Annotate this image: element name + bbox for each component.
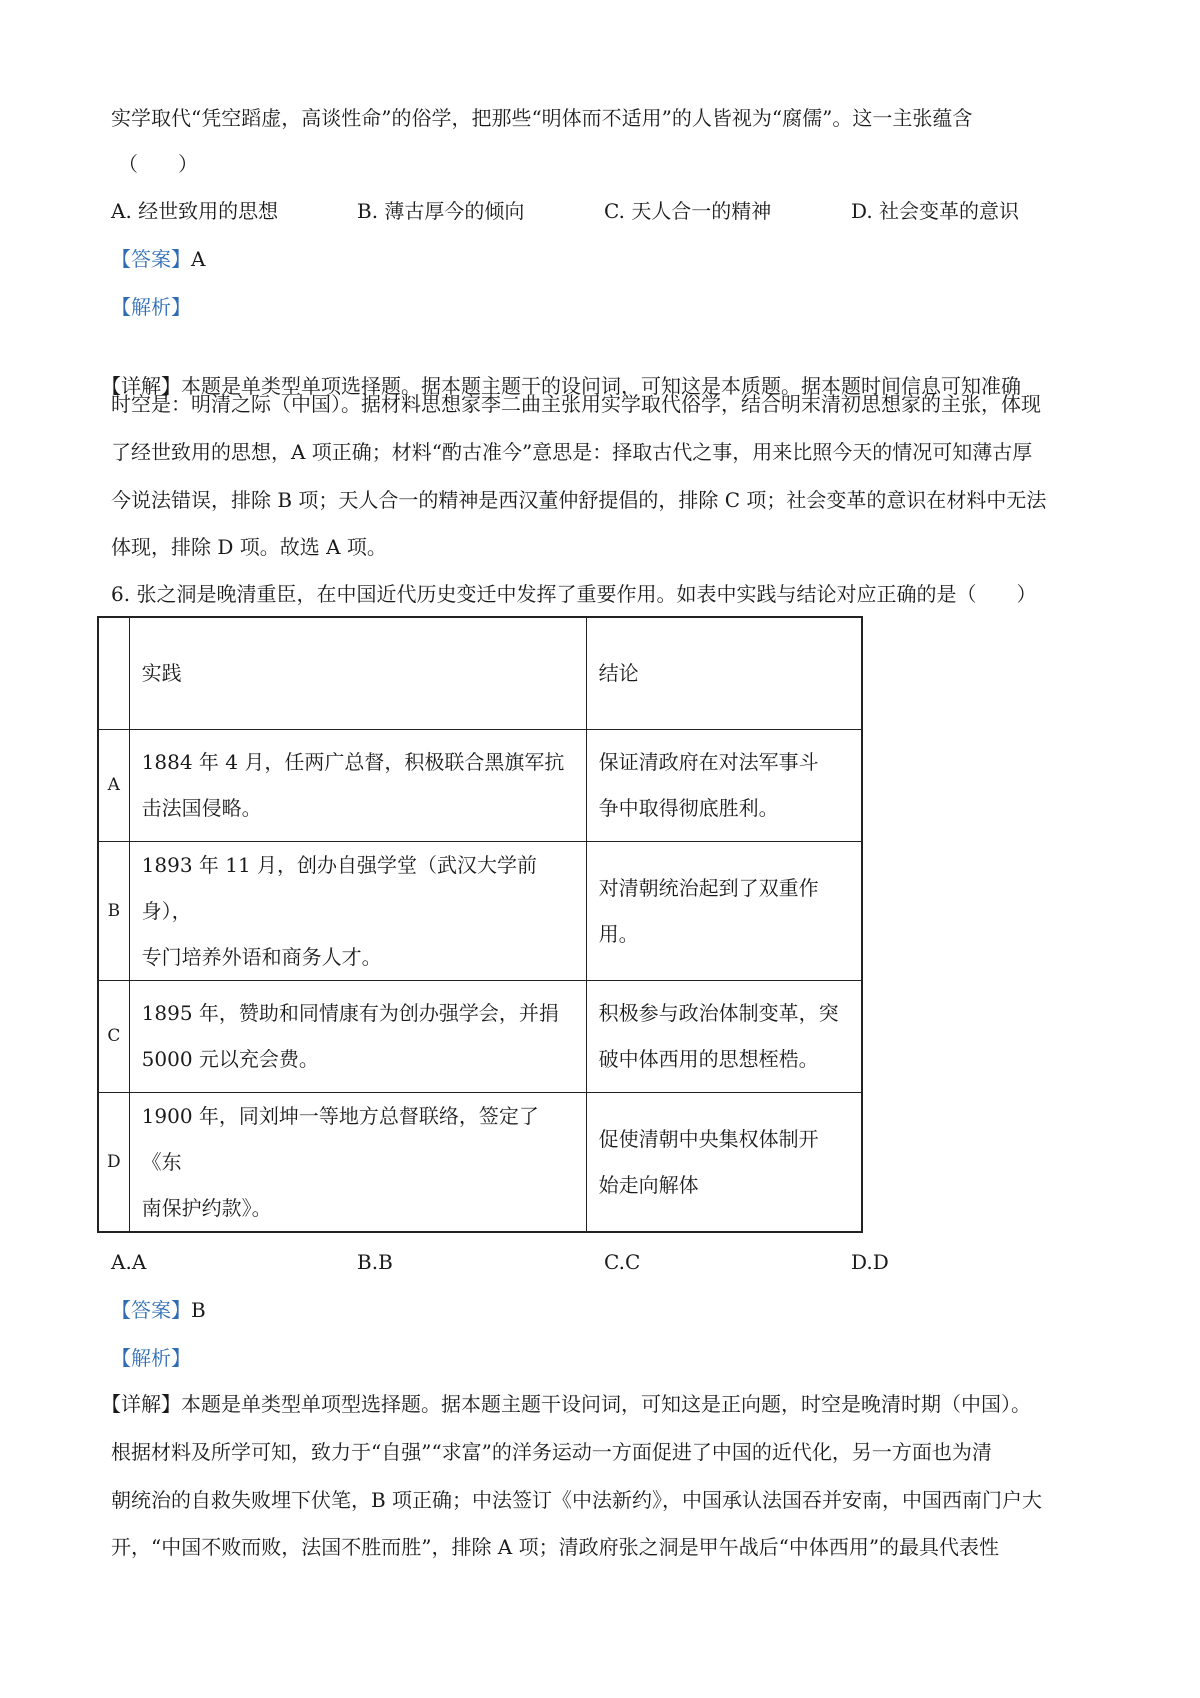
- row-practice: 1893 年 11 月，创办自强学堂（武汉大学前身）， 专门培养外语和商务人才。: [129, 841, 586, 980]
- table-row: [98, 980, 862, 1092]
- q6-option-d: D.D: [851, 1250, 889, 1274]
- q5-option-b: B. 薄古厚今的倾向: [357, 199, 525, 223]
- q5-option-c: C. 天人合一的精神: [604, 199, 772, 223]
- answer-value: B: [191, 1298, 206, 1322]
- q6-detail-line3: 朝统治的自救失败埋下伏笔，B 项正确；中法签订《中法新约》，中国承认法国吞并安南，中国西南门户大: [111, 1488, 1043, 1512]
- header-practice: 实践: [129, 617, 586, 729]
- row-conclusion: 保证清政府在对法军事斗 争中取得彻底胜利。: [586, 729, 862, 841]
- table-header-row: [98, 617, 862, 729]
- q5-detail-line4: 今说法错误，排除 B 项；天人合一的精神是西汉董仲舒提倡的，排除 C 项；社会变革的意识在材料中无法: [111, 488, 1047, 512]
- row-conclusion: 促使清朝中央集权体制开 始走向解体: [586, 1092, 862, 1232]
- row-conclusion: 对清朝统治起到了双重作 用。: [586, 841, 862, 980]
- q6-answer: [111, 1296, 206, 1324]
- q6-stem: 6. 张之洞是晚清重臣，在中国近代历史变迁中发挥了重要作用。如表中实践与结论对应正确的是（ ）: [111, 582, 1037, 606]
- q6-detail-line4: 开，“中国不败而败，法国不胜而胜”，排除 A 项；清政府张之洞是甲午战后“中体西用”的最具代表性: [111, 1535, 1000, 1559]
- q5-detail-line3: 了经世致用的思想，A 项正确；材料“酌古准今”意思是：择取古代之事，用来比照今天的情况可知薄古厚: [111, 440, 1033, 464]
- row-practice: 1884 年 4 月，任两广总督，积极联合黑旗军抗 击法国侵略。: [129, 729, 586, 841]
- q6-option-a: A.A: [111, 1250, 147, 1274]
- answer-value: A: [191, 247, 206, 271]
- q5-option-a: A. 经世致用的思想: [111, 199, 279, 223]
- row-label: D: [98, 1092, 129, 1232]
- header-conclusion: 结论: [586, 617, 862, 729]
- q6-analysis-tag: 【解析】: [111, 1346, 191, 1370]
- q6-option-c: C.C: [604, 1250, 641, 1274]
- detail-tag: 【详解】: [101, 374, 181, 398]
- header-label-cell: [98, 617, 129, 729]
- row-label: C: [98, 980, 129, 1092]
- table-row: [98, 841, 862, 980]
- q5-option-d: D. 社会变革的意识: [851, 199, 1020, 223]
- table-row: [98, 729, 862, 841]
- row-label: A: [98, 729, 129, 841]
- row-practice: 1895 年，赞助和同情康有为创办强学会，并捐 5000 元以充会费。: [129, 980, 586, 1092]
- q5-answer: [111, 245, 205, 273]
- q5-detail-line2: 时空是：明清之际（中国）。据材料思想家李二曲主张用实学取代俗学，结合明末清初思想家的主张，体现: [111, 392, 1041, 416]
- q5-detail-line1: 【详解】本题是单类型单项选择题。据本题主题干的设问词，可知这是本质题。据本题时间信息可知准确: [101, 374, 1021, 398]
- detail-tag: 【详解】: [101, 1392, 181, 1416]
- row-label: B: [98, 841, 129, 980]
- q6-table: [97, 616, 863, 1233]
- q6-detail-line1: 【详解】本题是单类型单项型选择题。据本题主题干设问词，可知这是正向题，时空是晚清时期（中国）。: [101, 1392, 1031, 1416]
- answer-tag: 【答案】: [111, 247, 191, 271]
- table-row: [98, 1092, 862, 1232]
- q5-detail-line5: 体现，排除 D 项。故选 A 项。: [111, 535, 387, 559]
- q5-stem-line1: 实学取代“凭空蹈虚，高谈性命”的俗学，把那些“明体而不适用”的人皆视为“腐儒”。这一主张蕴含: [111, 106, 973, 130]
- row-conclusion: 积极参与政治体制变革，突 破中体西用的思想桎梏。: [586, 980, 862, 1092]
- row-practice: 1900 年，同刘坤一等地方总督联络，签定了《东 南保护约款》。: [129, 1092, 586, 1232]
- q6-option-b: B.B: [357, 1250, 393, 1274]
- answer-tag: 【答案】: [111, 1298, 191, 1322]
- q5-stem-line2: （ ）: [118, 152, 198, 176]
- q6-detail-line2: 根据材料及所学可知，致力于“自强”“求富”的洋务运动一方面促进了中国的近代化，另一方面也为清: [111, 1440, 992, 1464]
- q5-analysis-tag: 【解析】: [111, 295, 191, 319]
